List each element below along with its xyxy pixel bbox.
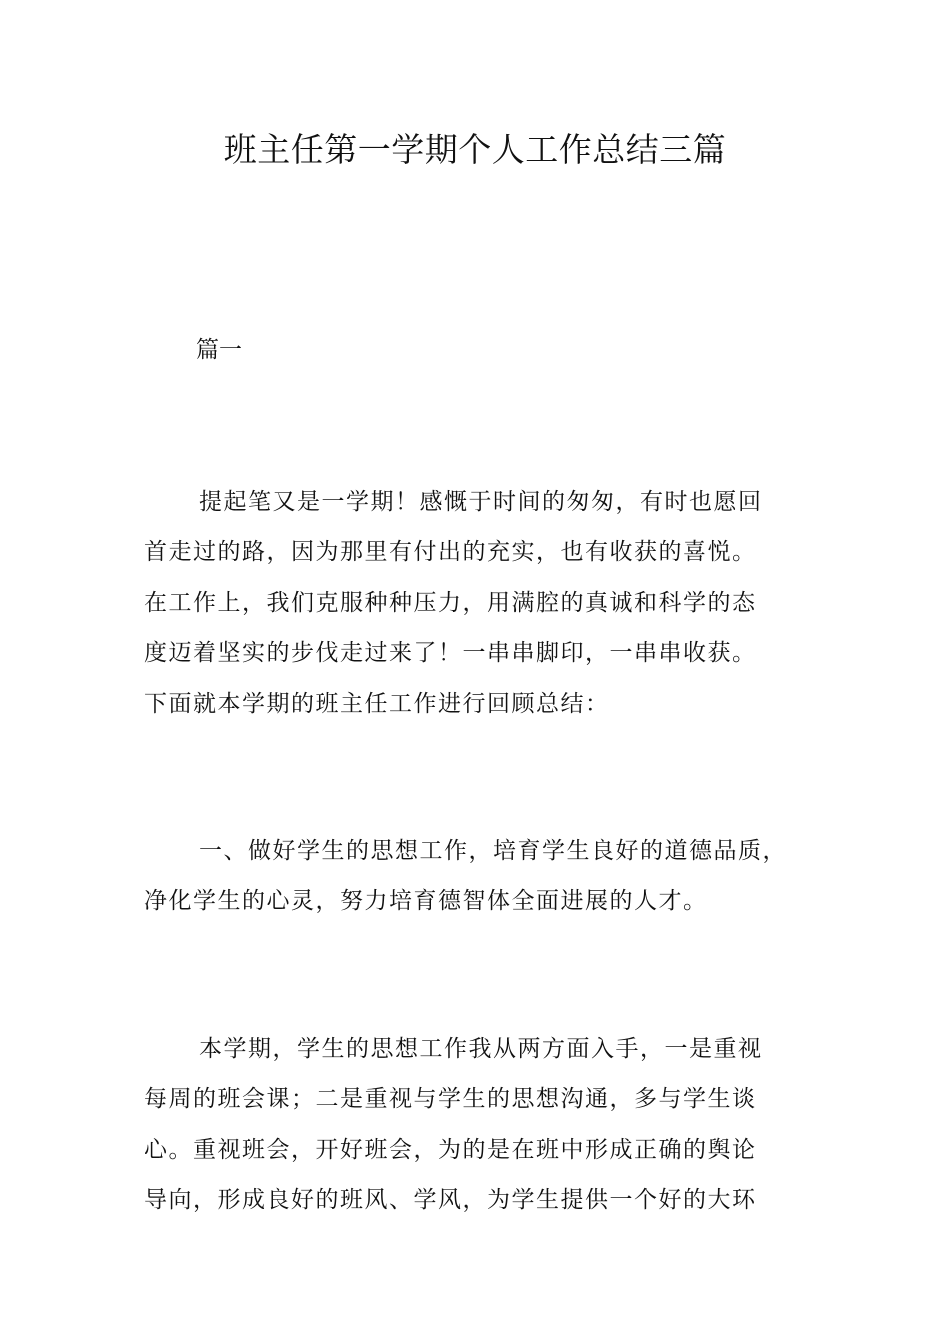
paragraph-line: 下面就本学期的班主任工作进行回顾总结： — [144, 690, 610, 717]
paragraph-body — [144, 1024, 824, 1226]
paragraph-line: 导向，形成良好的班风、学风，为学生提供一个好的大环 — [144, 1187, 757, 1214]
paragraph-line: 度迈着坚实的步伐走过来了！一串串脚印，一串串收获。 — [144, 640, 757, 667]
paragraph-line: 首走过的路，因为那里有付出的充实，也有收获的喜悦。 — [144, 539, 757, 566]
paragraph-line: 一、做好学生的思想工作，培育学生良好的道德品质， — [199, 838, 787, 864]
paragraph-line: 心。重视班会，开好班会，为的是在班中形成正确的舆论 — [144, 1136, 757, 1163]
paragraph-line: 提起笔又是一学期！感慨于时间的匆匆，有时也愿回 — [199, 489, 763, 515]
paragraph-line: 每周的班会课；二是重视与学生的思想沟通，多与学生谈 — [144, 1086, 757, 1113]
section-label: 篇一 — [196, 337, 242, 363]
document-title: 班主任第一学期个人工作总结三篇 — [223, 130, 727, 169]
paragraph-line: 在工作上，我们克服种种压力，用满腔的真诚和科学的态 — [144, 589, 757, 616]
paragraph-line: 本学期，学生的思想工作我从两方面入手，一是重视 — [199, 1036, 763, 1062]
paragraph-line: 净化学生的心灵，努力培育德智体全面进展的人才。 — [144, 888, 708, 915]
paragraph-heading-one — [144, 826, 824, 927]
paragraph-intro — [144, 477, 824, 729]
